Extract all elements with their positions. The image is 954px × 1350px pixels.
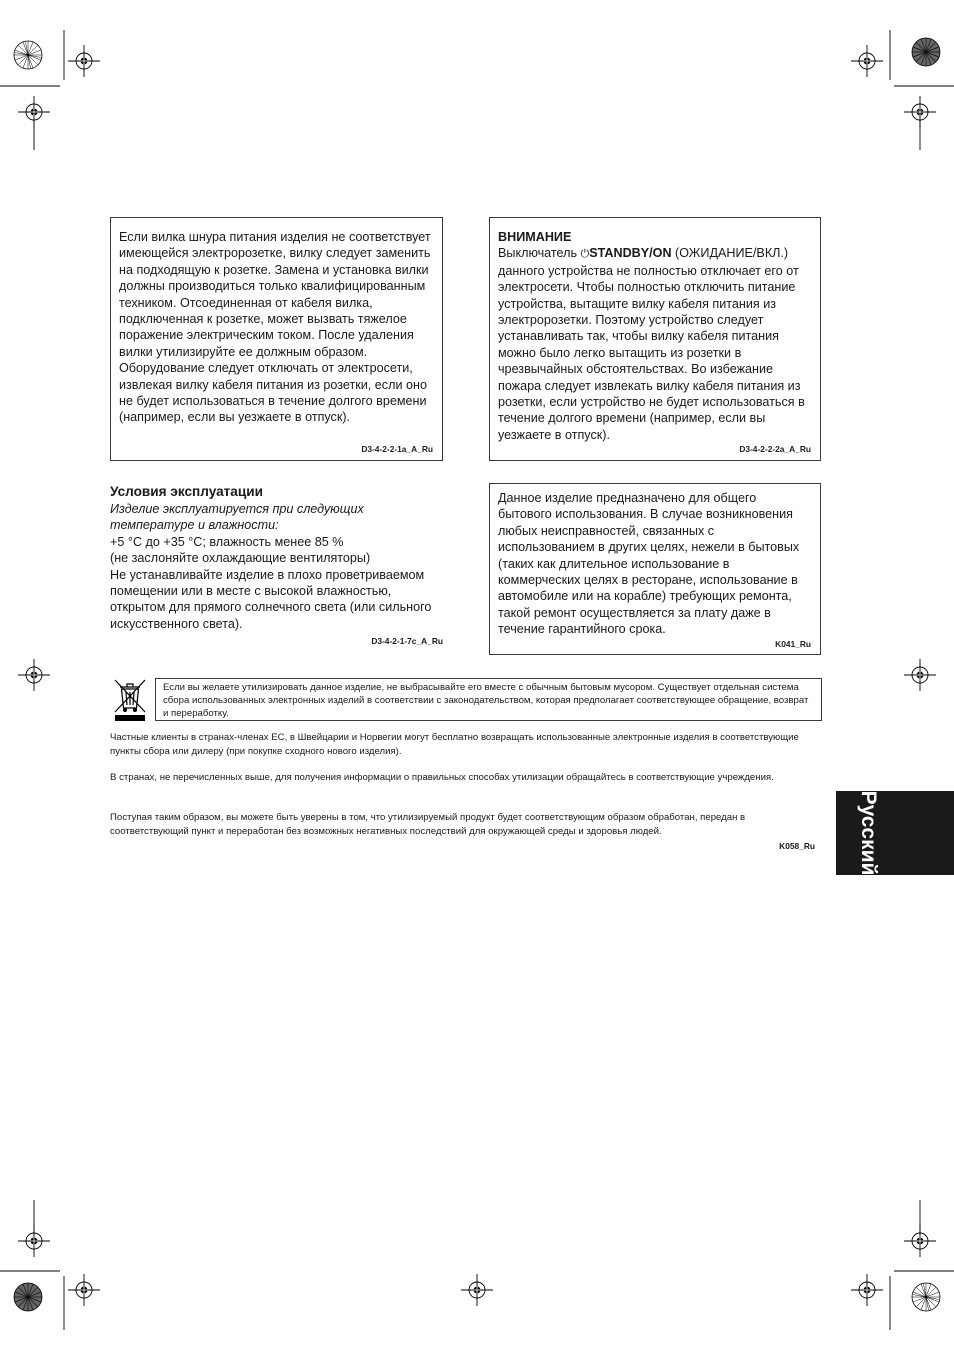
warning-prefix: Выключатель bbox=[498, 246, 581, 261]
household-use-box bbox=[489, 483, 821, 655]
conditions-range: +5 °C до +35 °C; влажность менее 85 % bbox=[110, 534, 344, 549]
operating-conditions-section bbox=[110, 483, 445, 648]
weee-notice-box bbox=[155, 678, 822, 721]
standby-switch-name: STANDBY/ON bbox=[589, 246, 672, 261]
language-tab-label: Русский bbox=[857, 790, 880, 876]
disposal-note: Поступая таким образом, вы можете быть уверены в том, что утилизируемый продукт будет соответствующим образом обработан, передан в соответствующий пункт и переработан без возможных негативных последствий для окружающей среды и здоровья людей. bbox=[110, 812, 746, 837]
warning-suffix: (ОЖИДАНИЕ/ВКЛ.) bbox=[671, 246, 789, 261]
warning-switch-line bbox=[498, 245, 812, 262]
conditions-placement: Не устанавливайте изделие в плохо проветриваемом помещении или в месте с высокой влажностью, открытом для прямого солнечного света (или сильного искусственного света). bbox=[110, 567, 432, 631]
plug-notice-code: D3-4-2-2-1a_A_Ru bbox=[361, 444, 433, 454]
plug-notice-text: Если вилка шнура питания изделия не соответствует имеющейся электророзетке, вилку следует заменить на подходящую к розетке. Замена и установка вилки должны производиться только квалифицированным техником. Отсоединенная от кабеля вилка, подключенная к розетке, может вызвать тяжелое поражение электрическим током. После удаления вилки утилизируйте ее должным образом. Оборудование следует отключать от электросети, извлекая вилку кабеля питания из розетки, если оно не будет использоваться в течение долгого времени (например, если вы уезжаете в отпуск). bbox=[119, 230, 431, 425]
warning-code: D3-4-2-2-2a_A_Ru bbox=[739, 444, 811, 454]
plug-notice-box bbox=[110, 217, 443, 461]
conditions-fans: (не заслоняйте охлаждающие вентиляторы) bbox=[110, 551, 371, 566]
private-clients-note: Частные клиенты в странах-членах ЕС, в Швейцарии и Норвегии могут бесплатно возвращать использованные электронные изделия в соответствующие пункты сбора или дилеру (при покупке сходного нового изделия). bbox=[110, 732, 799, 757]
conditions-title: Условия эксплуатации bbox=[110, 484, 263, 499]
disposal-code: K058_Ru bbox=[779, 841, 815, 851]
warning-text: данного устройства не полностью отключает его от электросети. Чтобы полностью отключить питание устройства, вытащите вилку кабеля питания из электророзетки. Поэтому устройство следует устанавливать так, чтобы вилку кабеля питания можно было легко вытащить из розетки в чрезвычайных обстоятельствах. Во избежание пожара следует извлекать вилку кабеля питания из розетки, если устройство не будет использоваться в течение долгого времени (например, если вы уезжаете в отпуск). bbox=[498, 263, 805, 442]
warning-heading: ВНИМАНИЕ bbox=[498, 230, 572, 244]
standby-power-icon: ⏻ bbox=[580, 248, 590, 261]
crossed-out-wheelie-bin-icon bbox=[110, 676, 150, 722]
weee-text: Если вы желаете утилизировать данное изделие, не выбрасывайте его вместе с обычным бытовым мусором. Существует отдельная система сбора использованных электронных изделий в соответствии с законодательством, которая предполагает соответствующее обращение, возврат и переработку. bbox=[163, 682, 809, 720]
household-code: K041_Ru bbox=[775, 639, 811, 649]
conditions-subtitle: Изделие эксплуатируется при следующих температуре и влажности: bbox=[110, 502, 364, 533]
household-text: Данное изделие предназначено для общего бытового использования. В случае возникновения любых неисправностей, связанных с использованием в других целях, нежели в бытовых (таких как длительное использование в коммерческих целях в ресторане, использование в автомобиле или на корабле) требующих ремонта, такой ремонт осуществляется за плату даже в течение гарантийного срока. bbox=[498, 491, 800, 637]
language-tab bbox=[836, 791, 954, 875]
other-countries-note: В странах, не перечисленных выше, для получения информации о правильных способах утилизации обращайтесь в соответствующие учреждения. bbox=[110, 772, 774, 783]
standby-warning-box bbox=[489, 217, 821, 461]
conditions-code: D3-4-2-1-7c_A_Ru bbox=[371, 636, 443, 647]
